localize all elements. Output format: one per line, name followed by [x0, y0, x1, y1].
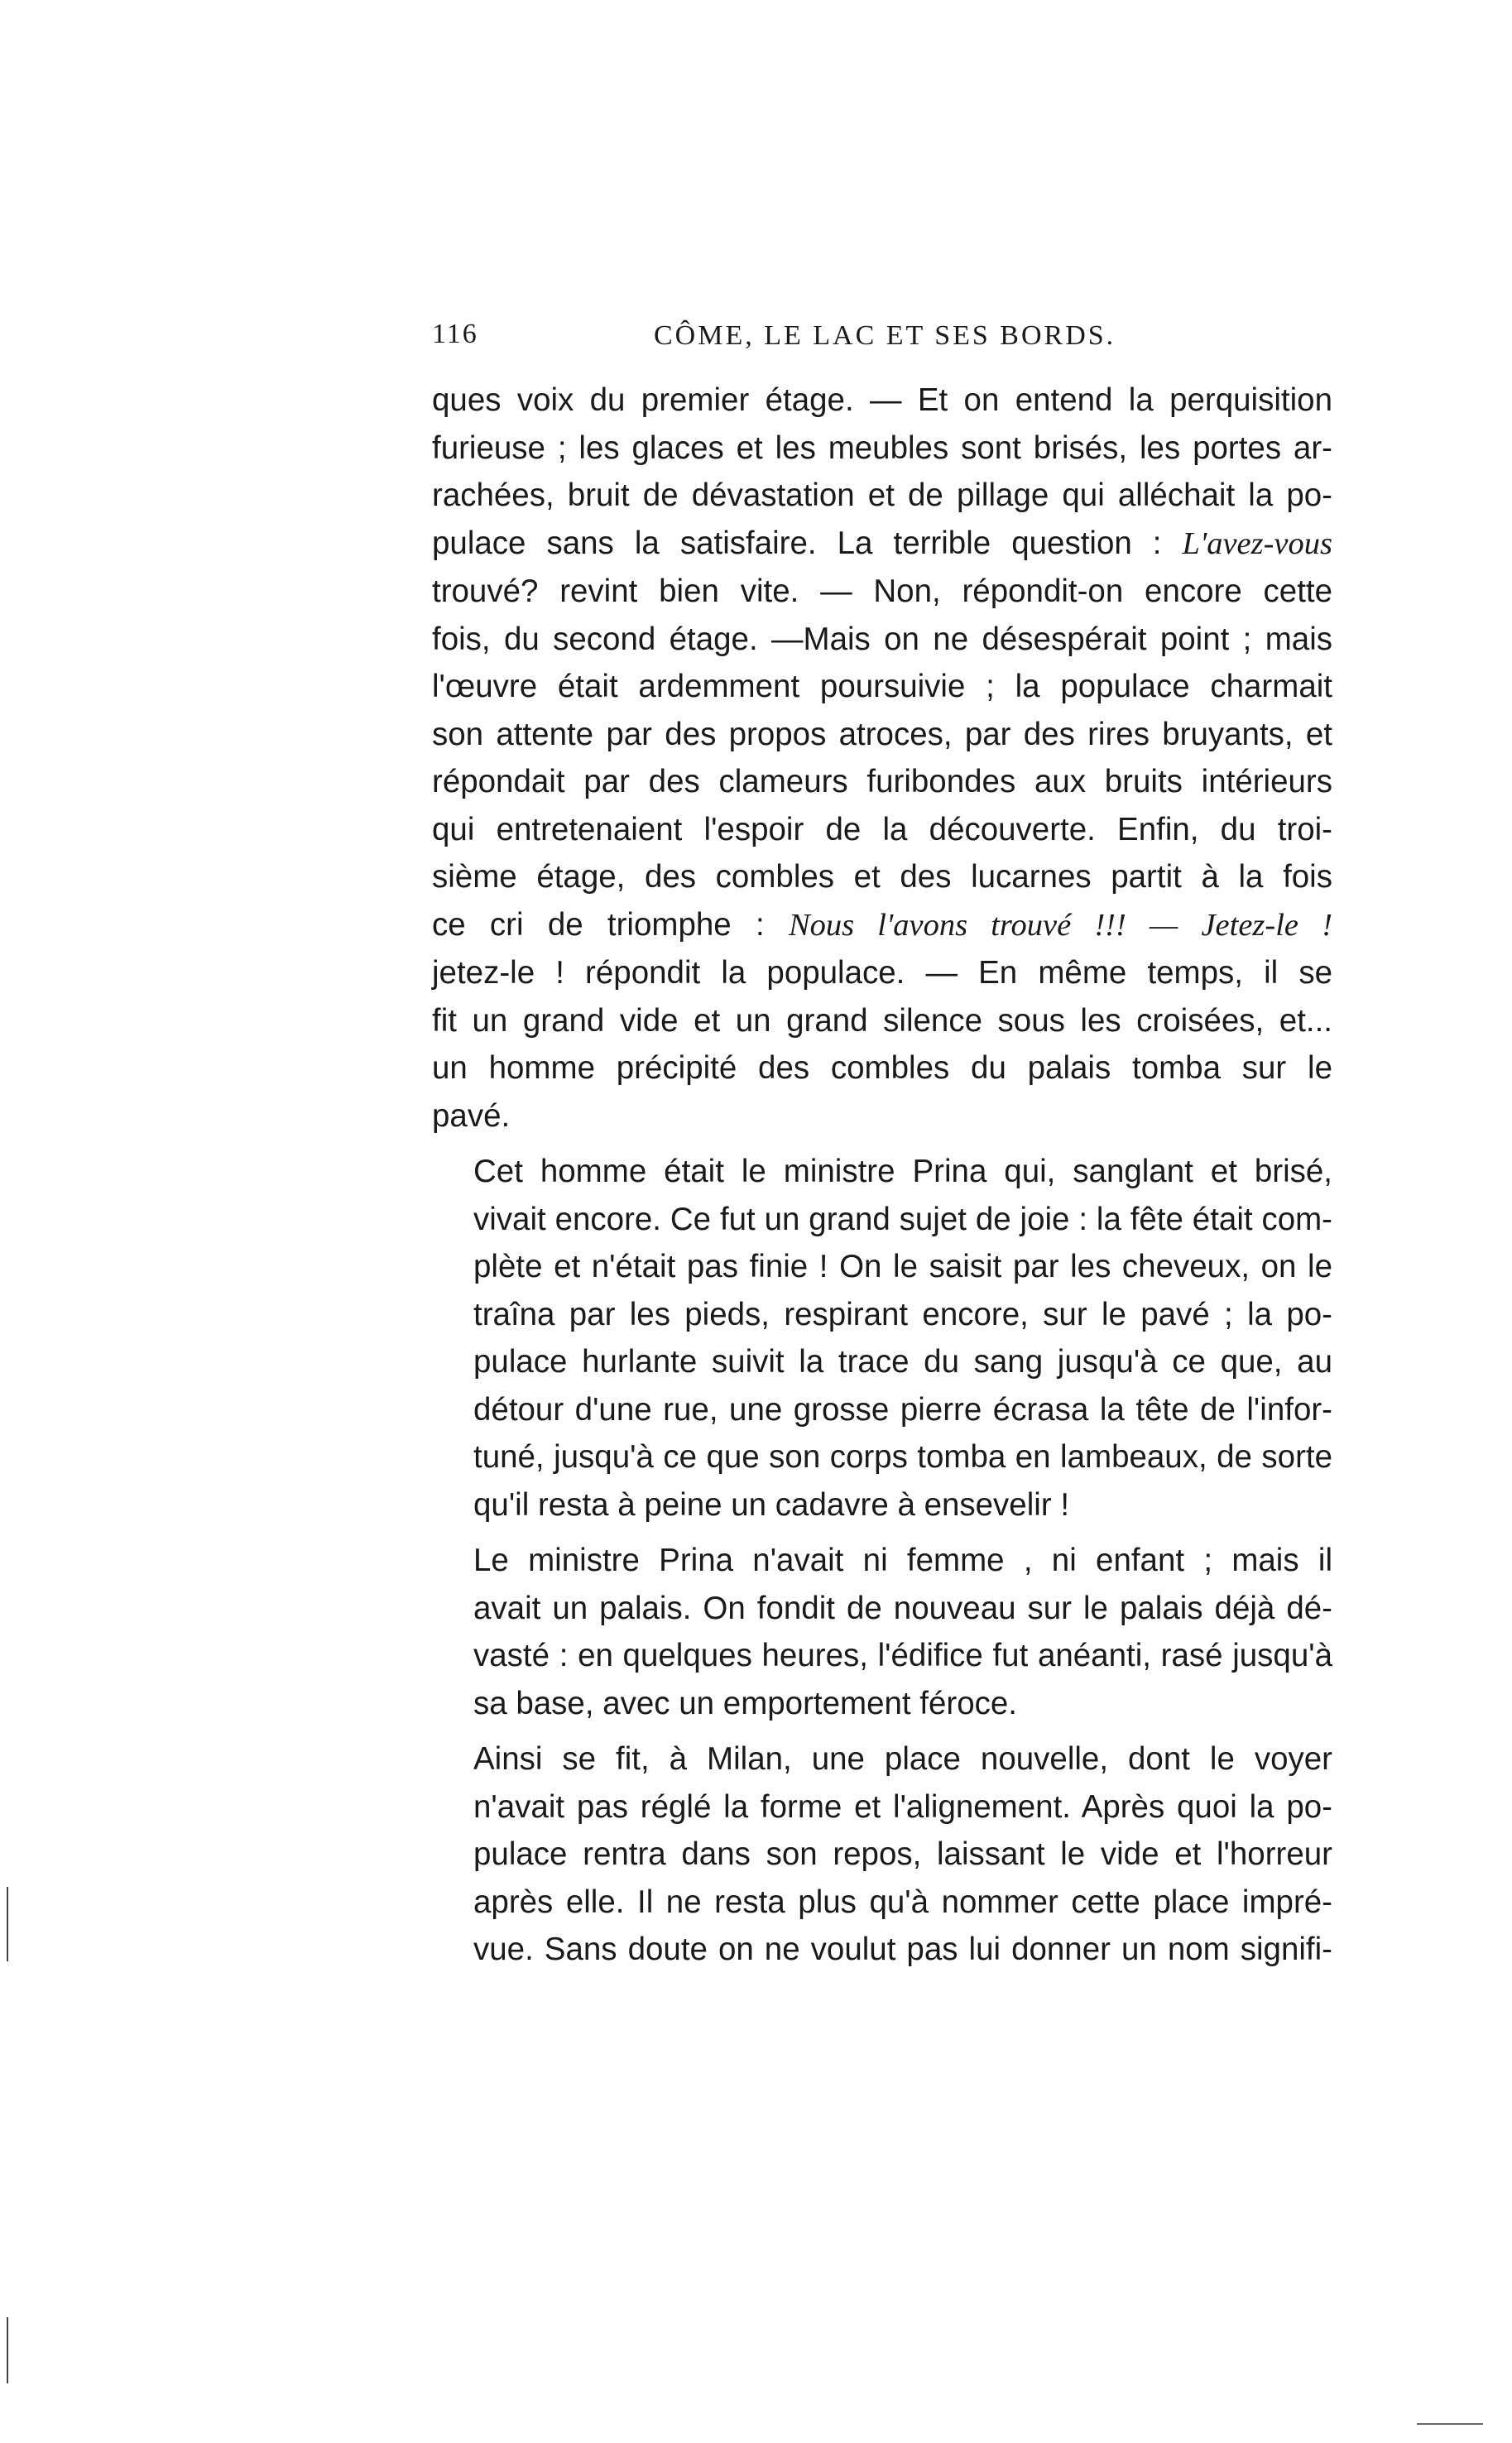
text-line: rachées, bruit de dévastation et de pillage qui alléchait la po-: [432, 478, 1332, 513]
text-line: sième étage, des combles et des lucarnes partit à la fois: [432, 859, 1332, 895]
text-line: plète et n'était pas finie ! On le saisit par les cheveux, on le: [473, 1249, 1332, 1284]
scan-margin-mark: [7, 2317, 8, 2383]
text-line: traîna par les pieds, respirant encore, sur le pavé ; la po-: [473, 1296, 1332, 1332]
page-header: [432, 319, 1342, 368]
text-line: détour d'une rue, une grosse pierre écrasa la tête de l'infor-: [473, 1391, 1332, 1428]
text-line: [432, 520, 1332, 569]
text-line: fois, du second étage. —Mais on ne désespérait point ; mais: [432, 621, 1332, 657]
text-line: Le ministre Prina n'avait ni femme , ni enfant ; mais il: [473, 1543, 1332, 1578]
text-line: sa base, avec un emportement féroce.: [473, 1685, 1018, 1721]
paragraph-1: [432, 377, 1332, 1140]
text-line: furieuse ; les glaces et les meubles sont brisés, les portes ar-: [432, 430, 1332, 466]
italic-segment: Nous l'avons trouvé !!! — Jetez-le !: [788, 907, 1333, 943]
text-line: après elle. Il ne resta plus qu'à nommer cette place impré-: [473, 1884, 1332, 1920]
text-line: son attente par des propos atroces, par des rires bruyants, et: [432, 716, 1332, 752]
paragraph-4: [432, 1735, 1332, 1974]
text-line: vivait encore. Ce fut un grand sujet de joie : la fête était com-: [473, 1201, 1332, 1237]
text-segment: pulace sans la satisfaire. La terrible question :: [432, 525, 1183, 561]
text-line: pulace hurlante suivit la trace du sang jusqu'à ce que, au: [473, 1344, 1332, 1380]
text-line: trouvé? revint bien vite. — Non, répondit-on encore cette: [432, 574, 1332, 609]
paragraph-3: [432, 1537, 1332, 1727]
text-segment: ce cri de triomphe :: [432, 906, 789, 943]
text-line: pavé.: [432, 1097, 511, 1134]
text-line: qui entretenaient l'espoir de la découverte. Enfin, du troi-: [432, 811, 1332, 847]
text-line: jetez-le ! répondit la populace. — En même temps, il se: [432, 955, 1332, 991]
text-line: [432, 901, 1332, 950]
italic-segment: L'avez-vous: [1182, 526, 1332, 561]
text-line: Cet homme était le ministre Prina qui, sanglant et brisé,: [473, 1154, 1332, 1189]
text-line: pulace rentra dans son repos, laissant le vide et l'horreur: [473, 1836, 1332, 1872]
text-line: n'avait pas réglé la forme et l'alignement. Après quoi la po-: [473, 1788, 1332, 1825]
text-line: répondait par des clameurs furibondes aux bruits intérieurs: [432, 764, 1332, 799]
text-line: fit un grand vide et un grand silence sous les croisées, et...: [432, 1002, 1332, 1039]
running-title: CÔME, LE LAC ET SES BORDS.: [654, 320, 1116, 351]
scan-corner-mark: [1417, 2423, 1483, 2425]
text-line: ques voix du premier étage. — Et on entend la perquisition: [432, 382, 1332, 418]
text-line: vue. Sans doute on ne voulut pas lui donner un nom signifi-: [473, 1932, 1332, 1967]
text-line: avait un palais. On fondit de nouveau sur le palais déjà dé-: [473, 1590, 1332, 1626]
text-line: Ainsi se fit, à Milan, une place nouvelle, dont le voyer: [473, 1741, 1332, 1777]
page-number: 116: [432, 319, 478, 349]
text-line: tuné, jusqu'à ce que son corps tomba en lambeaux, de sorte: [473, 1439, 1332, 1475]
text-line: l'œuvre était ardemment poursuivie ; la populace charmait: [432, 669, 1332, 704]
text-line: vasté : en quelques heures, l'édifice fut anéanti, rasé jusqu'à: [473, 1638, 1332, 1673]
body-text: [432, 377, 1332, 1974]
text-line: qu'il resta à peine un cadavre à ensevelir !: [473, 1486, 1070, 1523]
scan-margin-mark: [7, 1887, 8, 1961]
text-line: un homme précipité des combles du palais tomba sur le: [432, 1050, 1332, 1086]
paragraph-2: [432, 1148, 1332, 1529]
